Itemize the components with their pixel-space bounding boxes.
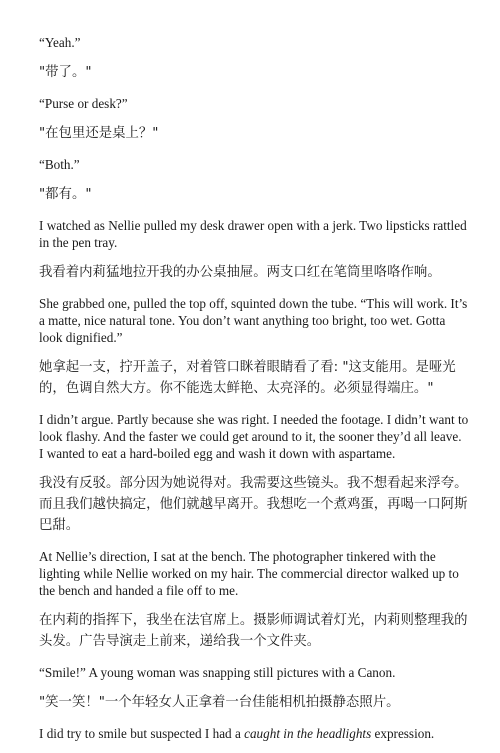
dialogue-line: “Yeah.” xyxy=(39,35,81,50)
dialogue-line-translation: "都有。" xyxy=(39,187,92,202)
narrative-paragraph-translation: 我看着内莉猛地拉开我的办公桌抽屉。两支口红在笔筒里咯咯作响。 xyxy=(39,265,441,280)
narrative-paragraph-last xyxy=(39,725,469,742)
last-line-text-before: I did try to smile but suspected I had a xyxy=(39,726,245,741)
dialogue-line-translation: "带了。" xyxy=(39,65,92,80)
dialogue-line-translation: "在包里还是桌上？" xyxy=(39,126,159,141)
narrative-paragraph-translation: 在内莉的指挥下，我坐在法官席上。摄影师调试着灯光，内莉则整理我的头发。广告导演走上前来，递给我一个文件夹。 xyxy=(39,613,468,649)
last-line-text-after: expression. xyxy=(371,726,435,741)
narrative-paragraph: “Smile!” A young woman was snapping still pictures with a Canon. xyxy=(39,665,396,680)
narrative-paragraph: At Nellie’s direction, I sat at the bench. The photographer tinkered with the lighting while Nellie worked on my hair. The commercial director walked up to the bench and handed a file off to me. xyxy=(39,549,459,598)
dialogue-line: “Purse or desk?” xyxy=(39,96,128,111)
narrative-paragraph: I didn’t argue. Partly because she was right. I needed the footage. I didn’t want to look flashy. And the faster we could get around to it, the sooner they’d all leave. I wanted to eat a hard-boiled egg and wash it down with aspartame. xyxy=(39,412,469,461)
narrative-paragraph-translation: "笑一笑！"一个年轻女人正拿着一台佳能相机拍摄静态照片。 xyxy=(39,695,400,710)
last-line-emphasis: caught in the headlights xyxy=(244,726,372,741)
document-page xyxy=(39,34,469,753)
narrative-paragraph-translation: 我没有反驳。部分因为她说得对。我需要这些镜头。我不想看起来浮夸。而且我们越快搞定，他们就越早离开。我想吃一个煮鸡蛋，再喝一口阿斯巴甜。 xyxy=(39,476,468,533)
dialogue-line: “Both.” xyxy=(39,157,80,172)
narrative-paragraph: She grabbed one, pulled the top off, squinted down the tube. “This will work. It’s a matte, nice natural tone. You don’t want anything too bright, too wet. Gotta look dignified.” xyxy=(39,296,468,345)
narrative-paragraph-translation: 她拿起一支，拧开盖子，对着管口眯着眼睛看了看: "这支能用。是哑光的，色调自然大方。你不能选太鲜艳、太亮泽的。必须显得端庄。" xyxy=(39,360,456,396)
narrative-paragraph: I watched as Nellie pulled my desk drawer open with a jerk. Two lipsticks rattled in the pen tray. xyxy=(39,218,467,250)
